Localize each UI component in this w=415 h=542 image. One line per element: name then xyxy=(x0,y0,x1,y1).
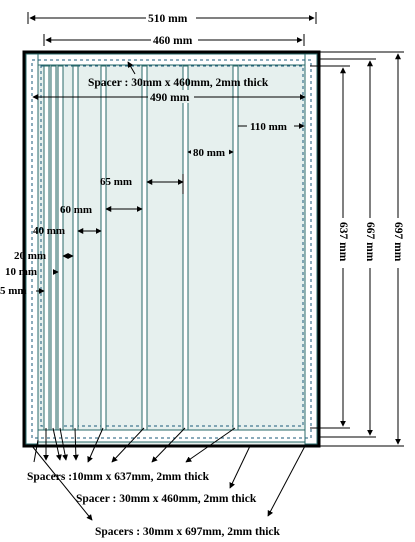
label-110mm: 110 mm xyxy=(250,121,287,133)
label-5mm: 5 mm xyxy=(0,285,27,297)
thin-spacer-7 xyxy=(183,66,188,430)
thin-spacer-6 xyxy=(142,66,147,430)
thin-spacer-2 xyxy=(51,66,56,430)
label-510mm: 510 mm xyxy=(148,13,188,25)
leader-left-spacer xyxy=(32,446,92,520)
bottom-spacer xyxy=(38,430,305,442)
thin-spacer-4 xyxy=(73,66,78,430)
label-80mm: 80 mm xyxy=(193,147,226,159)
label-spacers-10mm: Spacers :10mm x 637mm, 2mm thick xyxy=(27,471,210,483)
label-spacers-side: Spacers : 30mm x 697mm, 2mm thick xyxy=(95,526,280,538)
label-10mm: 10 mm xyxy=(5,266,38,278)
glass-plate xyxy=(24,52,319,446)
thin-spacer-5 xyxy=(101,66,106,430)
thin-spacer-8 xyxy=(233,66,238,430)
label-697mm: 697 mm xyxy=(392,222,404,262)
label-20mm: 20 mm xyxy=(14,250,47,262)
label-60mm: 60 mm xyxy=(60,204,93,216)
label-spacer-bottom: Spacer : 30mm x 460mm, 2mm thick xyxy=(76,493,257,505)
thin-spacer-1 xyxy=(44,66,49,430)
label-spacer-top: Spacer : 30mm x 460mm, 2mm thick xyxy=(88,77,269,89)
label-490mm: 490 mm xyxy=(150,92,190,104)
label-667mm: 667 mm xyxy=(364,222,376,262)
label-460mm: 460 mm xyxy=(153,35,193,47)
label-40mm: 40 mm xyxy=(33,225,66,237)
leader-bottom-spacer xyxy=(230,446,250,488)
label-637mm: 637 mm xyxy=(337,222,349,262)
thin-spacer-3 xyxy=(58,66,63,430)
leader-right-spacer xyxy=(268,446,305,516)
label-65mm: 65 mm xyxy=(100,176,133,188)
